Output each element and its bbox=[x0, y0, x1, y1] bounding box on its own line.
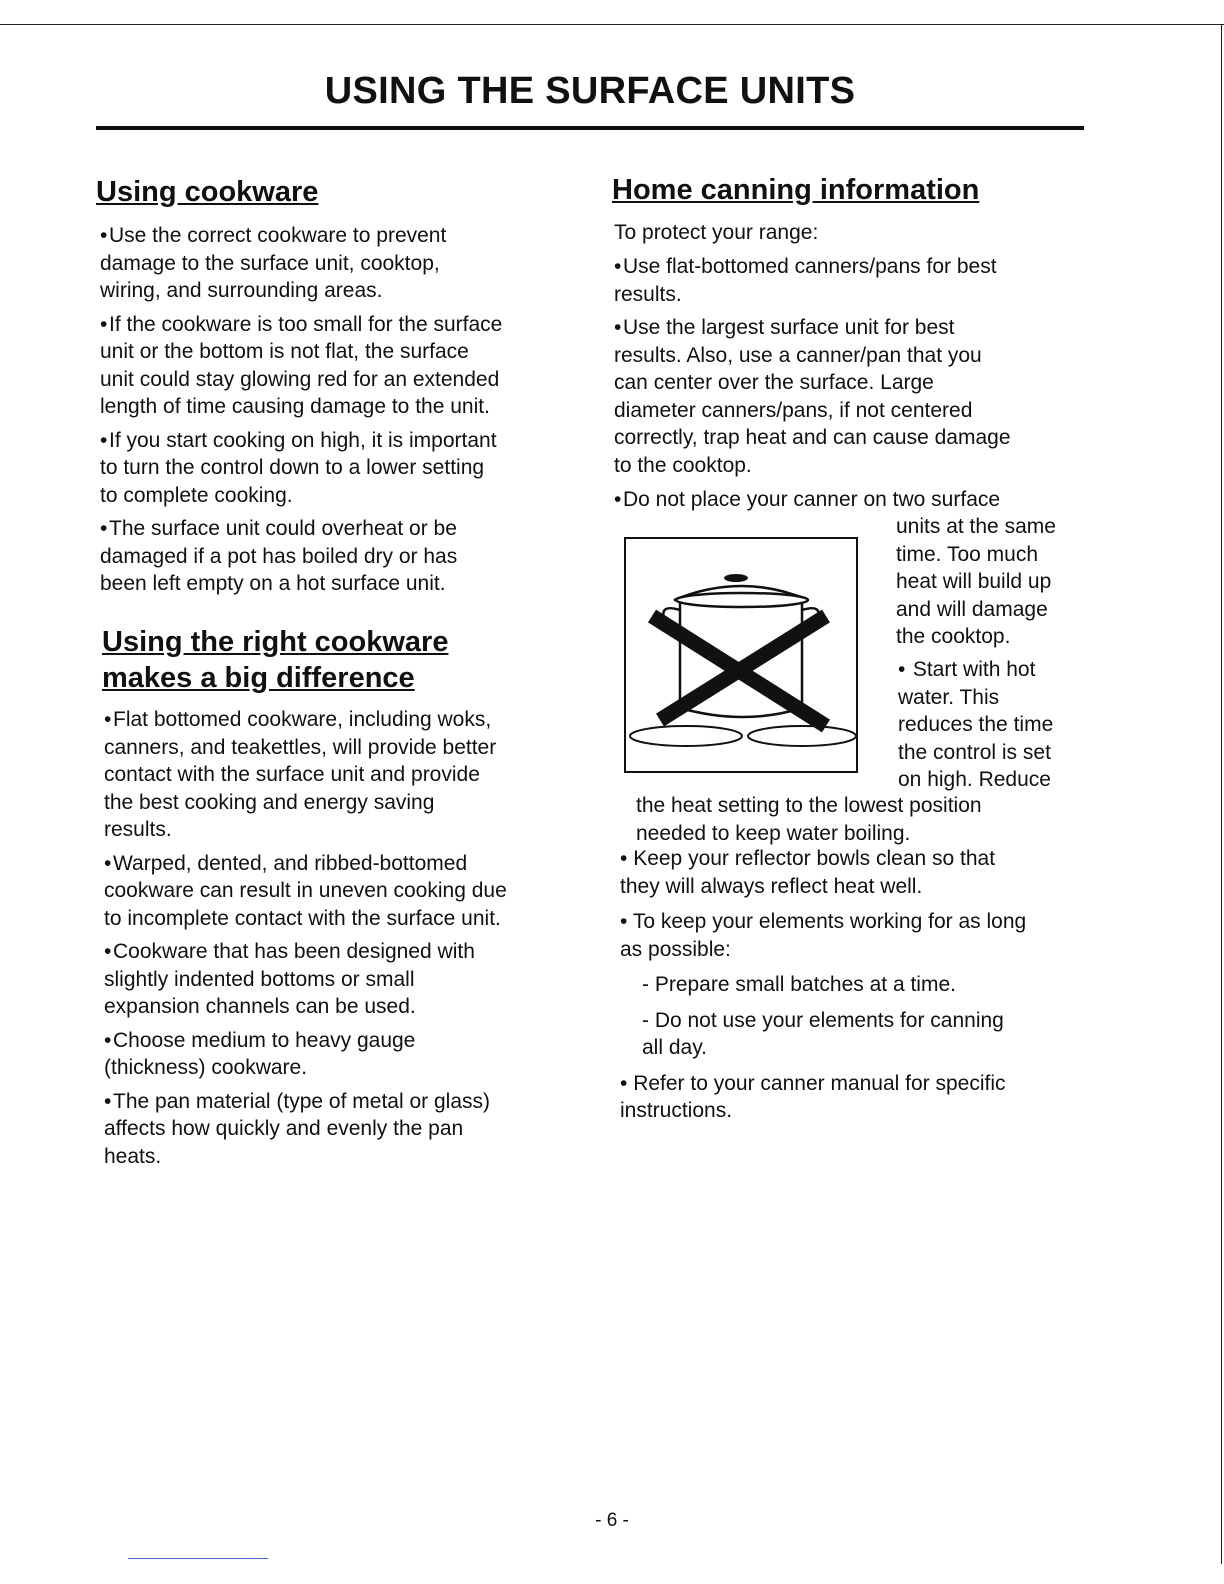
bullet-mark: • bbox=[104, 851, 112, 875]
list-item-text: to complete cooking. bbox=[100, 483, 293, 507]
bullet-mark: • bbox=[620, 847, 634, 870]
list-item-line bbox=[104, 905, 584, 933]
list-item-text: affects how quickly and evenly the pan bbox=[104, 1117, 464, 1140]
bullet-mark: • bbox=[898, 658, 906, 681]
list-item-line bbox=[620, 845, 1086, 873]
canning-list-bottom bbox=[620, 845, 1086, 1133]
list-item-text: Cookware that has been designed with bbox=[113, 940, 475, 963]
bullet-mark: • bbox=[104, 1028, 112, 1052]
list-item-line bbox=[104, 938, 584, 966]
list-item-text: to the cooktop. bbox=[614, 453, 752, 477]
list-item-text: diameter canners/pans, if not centered bbox=[614, 398, 973, 422]
list-item-line bbox=[100, 338, 580, 366]
list-item-line bbox=[100, 515, 580, 543]
list-item-line bbox=[100, 250, 580, 278]
list-item-line bbox=[104, 789, 584, 817]
bullet-mark: • bbox=[614, 316, 622, 339]
heading-right-cookware-line1: Using the right cookware bbox=[102, 626, 449, 658]
list-item-line bbox=[100, 570, 580, 598]
list-item-text: cookware can result in uneven cooking due bbox=[104, 879, 507, 902]
list-item-text: they will always reflect heat well. bbox=[620, 874, 923, 898]
list-item-text: contact with the surface unit and provide bbox=[104, 763, 480, 786]
two-units-wrap-line: and will damage bbox=[896, 597, 1048, 621]
page-frame-top bbox=[0, 24, 1224, 25]
list-item bbox=[104, 1088, 584, 1171]
list-item-text: can center over the surface. Large bbox=[614, 371, 934, 394]
list-item-text: instructions. bbox=[620, 1099, 733, 1122]
list-item-line bbox=[100, 222, 580, 250]
canning-intro: To protect your range: bbox=[614, 221, 819, 244]
title-rule bbox=[96, 126, 1084, 130]
list-item-line bbox=[614, 314, 1084, 342]
hot-water-line-4: the control is set bbox=[898, 740, 1051, 764]
list-item-line bbox=[100, 482, 580, 510]
hot-water-line-1: Start with hot bbox=[912, 658, 1036, 681]
list-item-line bbox=[104, 850, 584, 878]
list-item-line bbox=[620, 1070, 1086, 1098]
list-item-text: to incomplete contact with the surface unit. bbox=[104, 906, 501, 930]
list-item-line bbox=[104, 734, 584, 762]
list-item-text: Use flat-bottomed canners/pans for best bbox=[623, 255, 997, 278]
list-item-line bbox=[104, 1115, 584, 1143]
list-item-text: (thickness) cookware. bbox=[104, 1056, 308, 1079]
list-item-line bbox=[614, 342, 1084, 370]
two-units-wrap-line: heat will build up bbox=[896, 570, 1052, 593]
bullet-mark: • bbox=[100, 517, 108, 540]
hot-water-line-3: reduces the time bbox=[898, 713, 1054, 736]
bullet-mark: • bbox=[620, 910, 633, 933]
list-item-line bbox=[104, 761, 584, 789]
list-item-text: results. bbox=[614, 282, 682, 306]
list-item-line bbox=[614, 369, 1084, 397]
list-item-line bbox=[100, 543, 580, 571]
list-item-line bbox=[620, 1097, 1086, 1125]
page-number: - 6 - bbox=[595, 1510, 629, 1531]
list-item bbox=[100, 222, 580, 305]
list-item-text: slightly indented bottoms or small bbox=[104, 967, 415, 991]
list-item-line bbox=[642, 971, 1086, 999]
last-item bbox=[620, 1070, 1086, 1125]
list-item-text: heats. bbox=[104, 1144, 162, 1168]
bullet-mark: • bbox=[104, 940, 112, 963]
list-item bbox=[100, 515, 580, 598]
hot-water-continuation bbox=[636, 792, 1086, 847]
list-item-line bbox=[620, 873, 1086, 901]
list-item-line bbox=[104, 706, 584, 734]
two-units-wrap-text bbox=[896, 513, 1084, 651]
bullet-mark: • bbox=[100, 428, 108, 452]
hot-water-rest-line-2: needed to keep water boiling. bbox=[636, 821, 911, 845]
list-item-text: Choose medium to heavy gauge bbox=[113, 1028, 416, 1052]
list-item-text: as possible: bbox=[620, 937, 731, 961]
bullet-mark: • bbox=[614, 488, 622, 511]
list-item-text: all day. bbox=[642, 1036, 707, 1059]
list-item bbox=[620, 971, 1086, 999]
bullet-mark: - bbox=[642, 973, 655, 996]
list-item-text: Warped, dented, and ribbed-bottomed bbox=[113, 851, 468, 875]
two-units-wrap-line: time. Too much bbox=[896, 542, 1039, 566]
list-item-line bbox=[104, 1054, 584, 1082]
page-frame-right bbox=[1221, 24, 1222, 1564]
list-item bbox=[100, 311, 580, 421]
list-item-text: Keep your reflector bowls clean so that bbox=[633, 847, 996, 870]
list-item-line bbox=[100, 311, 580, 339]
list-item-line bbox=[614, 452, 1084, 480]
heading-using-cookware: Using cookware bbox=[96, 176, 319, 208]
list-item-line bbox=[104, 877, 584, 905]
bullet-mark: • bbox=[104, 1089, 112, 1113]
list-item-text: length of time causing damage to the unit. bbox=[100, 395, 490, 418]
list-item-line bbox=[100, 393, 580, 421]
list-item bbox=[614, 253, 1084, 308]
list-item-text: If the cookware is too small for the surface bbox=[109, 312, 503, 336]
list-item-text: results. bbox=[104, 818, 172, 841]
two-units-first-line: Do not place your canner on two surface bbox=[623, 488, 1001, 511]
list-item bbox=[104, 938, 584, 1021]
list-item-line bbox=[104, 816, 584, 844]
two-units-wrap-line: units at the same bbox=[896, 515, 1056, 538]
list-item bbox=[620, 1007, 1086, 1062]
list-item bbox=[104, 706, 584, 844]
bullet-mark: • bbox=[100, 224, 108, 247]
list-item-line bbox=[104, 1143, 584, 1171]
list-item-line bbox=[642, 1034, 1086, 1062]
list-item-text: Flat bottomed cookware, including woks, bbox=[113, 708, 492, 731]
list-item-text: Refer to your canner manual for specific bbox=[633, 1071, 1006, 1095]
list-item-line bbox=[620, 936, 1086, 964]
list-item-text: Use the largest surface unit for best bbox=[623, 316, 955, 339]
using-cookware-list bbox=[100, 222, 580, 604]
list-item-text: unit or the bottom is not flat, the surface bbox=[100, 340, 469, 363]
hot-water-rest-line-1: the heat setting to the lowest position bbox=[636, 794, 982, 817]
list-item-line bbox=[100, 454, 580, 482]
list-item-text: canners, and teakettles, will provide better bbox=[104, 735, 497, 759]
hot-water-bullet bbox=[898, 656, 1084, 794]
list-item-text: To keep your elements working for as long bbox=[632, 910, 1027, 933]
canner-on-two-burners-crossed-out-icon bbox=[624, 536, 860, 774]
bullet-mark: • bbox=[100, 312, 108, 336]
list-item-line bbox=[104, 1088, 584, 1116]
bullet-mark: • bbox=[620, 1071, 634, 1095]
footer-link-line bbox=[128, 1558, 268, 1559]
list-item-text: Use the correct cookware to prevent bbox=[109, 224, 447, 247]
list-item-line bbox=[100, 277, 580, 305]
list-item bbox=[104, 850, 584, 933]
two-units-wrap-line: the cooktop. bbox=[896, 625, 1011, 648]
canning-list-top bbox=[614, 253, 1084, 485]
list-item-text: results. Also, use a canner/pan that you bbox=[614, 343, 982, 367]
page-title: USING THE SURFACE UNITS bbox=[324, 70, 856, 112]
list-item-text: Prepare small batches at a time. bbox=[654, 973, 956, 996]
list-item-text: been left empty on a hot surface unit. bbox=[100, 572, 446, 595]
list-item-line bbox=[614, 424, 1084, 452]
hot-water-line-5: on high. Reduce bbox=[898, 768, 1051, 791]
list-item-text: damage to the surface unit, cooktop, bbox=[100, 251, 440, 275]
list-item-line bbox=[104, 966, 584, 994]
right-cookware-list bbox=[104, 706, 584, 1176]
list-item-line bbox=[614, 253, 1084, 281]
list-item-line bbox=[614, 397, 1084, 425]
list-item-text: unit could stay glowing red for an extended bbox=[100, 367, 500, 391]
elements-intro bbox=[620, 908, 1086, 963]
list-item-line bbox=[614, 281, 1084, 309]
list-item-line bbox=[620, 908, 1086, 936]
list-item bbox=[104, 1027, 584, 1082]
heading-right-cookware-line2: makes a big difference bbox=[102, 662, 415, 694]
list-item-text: wiring, and surrounding areas. bbox=[100, 279, 383, 302]
list-item-text: The pan material (type of metal or glass) bbox=[113, 1089, 490, 1113]
bullet-mark: • bbox=[614, 255, 622, 278]
list-item-line bbox=[104, 993, 584, 1021]
hot-water-line-2: water. This bbox=[898, 685, 1000, 709]
list-item-text: Do not use your elements for canning bbox=[654, 1008, 1004, 1032]
bullet-mark: • bbox=[104, 708, 112, 731]
list-item-line bbox=[100, 366, 580, 394]
list-item-text: damaged if a pot has boiled dry or has bbox=[100, 544, 458, 568]
list-item bbox=[620, 845, 1086, 900]
list-item-line bbox=[104, 1027, 584, 1055]
list-item-text: If you start cooking on high, it is important bbox=[109, 428, 497, 452]
heading-home-canning: Home canning information bbox=[612, 174, 980, 206]
list-item bbox=[614, 314, 1084, 479]
list-item bbox=[100, 427, 580, 510]
bullet-mark: - bbox=[642, 1008, 655, 1032]
list-item-text: to turn the control down to a lower setting bbox=[100, 456, 485, 479]
list-item-line bbox=[642, 1007, 1086, 1035]
list-item-line bbox=[100, 427, 580, 455]
list-item-text: The surface unit could overheat or be bbox=[109, 517, 457, 540]
list-item-text: the best cooking and energy saving bbox=[104, 790, 435, 814]
list-item-text: expansion channels can be used. bbox=[104, 995, 416, 1018]
list-item-text: correctly, trap heat and can cause damage bbox=[614, 426, 1011, 449]
